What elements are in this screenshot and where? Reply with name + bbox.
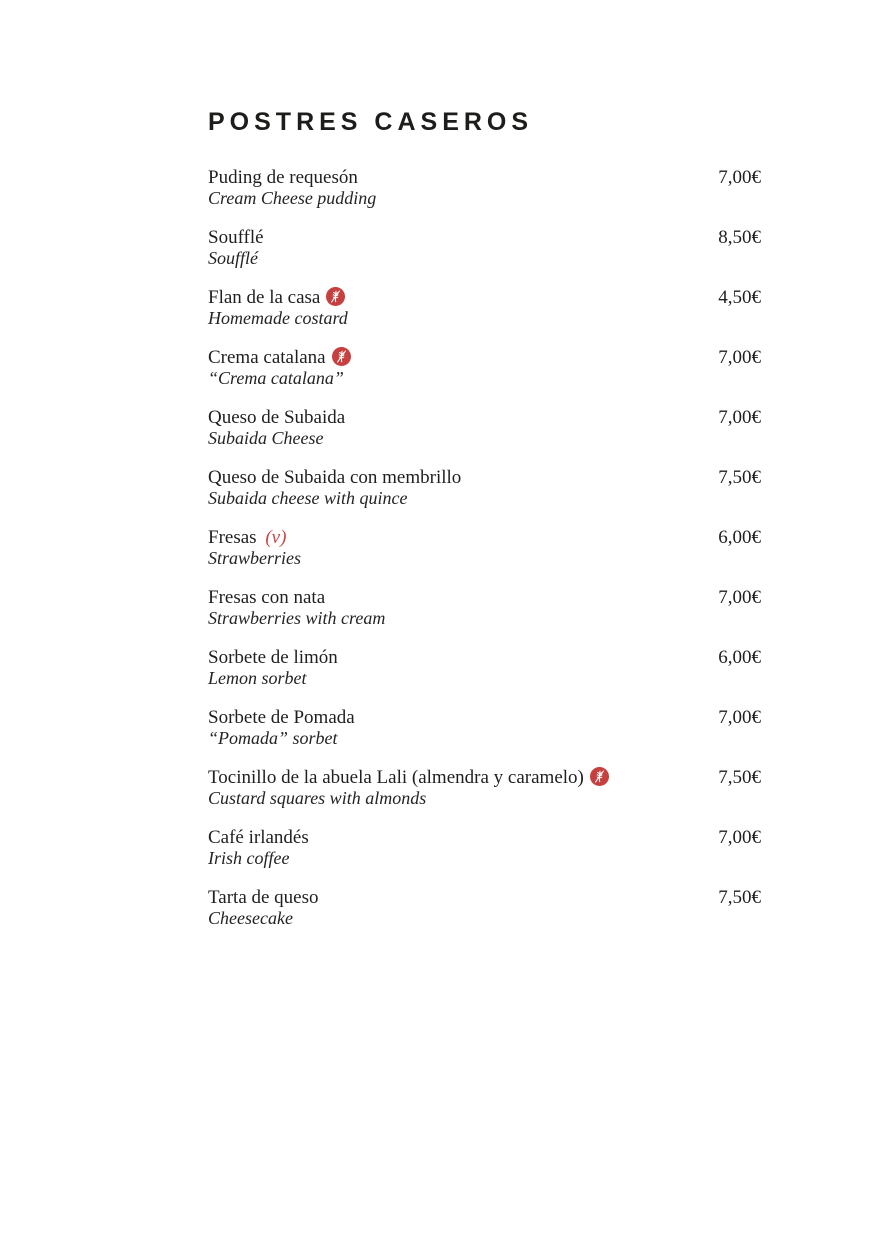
item-price: 7,00€ [718,407,761,428]
menu-item [208,167,761,209]
item-price: 7,00€ [718,587,761,608]
item-translation: “Pomada” sorbet [208,728,338,748]
item-name: Tocinillo de la abuela Lali (almendra y caramelo) [208,767,584,788]
item-name: Crema catalana [208,347,326,368]
menu-item-row [208,887,761,908]
item-price: 4,50€ [718,287,761,308]
vegetarian-marker: (v) [260,527,287,548]
item-name: Sorbete de Pomada [208,707,355,728]
item-price: 7,50€ [718,467,761,488]
item-translation: Subaida Cheese [208,428,324,448]
item-translation: “Crema catalana” [208,368,344,388]
menu-item [208,887,761,929]
menu-item [208,707,761,749]
item-price: 6,00€ [718,527,761,548]
menu-item-row [208,767,761,788]
item-name: Soufflé [208,227,264,248]
item-name-wrap [208,407,353,428]
menu-item [208,587,761,629]
item-translation: Custard squares with almonds [208,788,427,808]
item-name: Queso de Subaida [208,407,346,428]
menu-item [208,407,761,449]
menu-item-row [208,647,761,668]
item-name: Puding de requesón [208,167,358,188]
gluten-free-icon [332,347,351,366]
item-translation: Subaida cheese with quince [208,488,408,508]
item-translation: Cheesecake [208,908,293,928]
item-translation: Strawberries with cream [208,608,386,628]
item-name: Fresas [208,527,257,548]
item-price: 7,50€ [718,887,761,908]
menu-item-row [208,707,761,728]
item-name-wrap [208,227,272,248]
item-name-wrap [208,887,327,908]
item-name-wrap [208,647,346,668]
menu-item-row [208,407,761,428]
item-translation: Cream Cheese pudding [208,188,377,208]
item-translation: Soufflé [208,248,258,268]
item-name: Sorbete de limón [208,647,338,668]
menu-content [208,108,761,947]
item-price: 6,00€ [718,647,761,668]
menu-item [208,527,761,569]
menu-item-row [208,527,761,548]
item-price: 7,00€ [718,827,761,848]
menu-item-row [208,167,761,188]
menu-item [208,227,761,269]
page-title: POSTRES CASEROS [208,108,534,136]
menu-item-row [208,347,761,368]
item-name: Queso de Subaida con membrillo [208,467,462,488]
item-name-wrap [208,587,333,608]
menu-item-row [208,287,761,308]
item-translation: Strawberries [208,548,302,568]
item-price: 7,50€ [718,767,761,788]
gluten-free-icon [590,767,609,786]
menu-item [208,467,761,509]
item-name-wrap [208,287,353,308]
item-name-wrap [208,347,359,368]
item-price: 8,50€ [718,227,761,248]
item-name-wrap [208,707,363,728]
item-name-wrap [208,767,617,788]
menu-item-row [208,827,761,848]
menu-item [208,827,761,869]
menu-item [208,287,761,329]
item-name: Fresas con nata [208,587,326,608]
item-translation: Homemade costard [208,308,348,328]
item-name: Tarta de queso [208,887,319,908]
item-price: 7,00€ [718,707,761,728]
item-name: Flan de la casa [208,287,321,308]
menu-item-row [208,467,761,488]
item-price: 7,00€ [718,347,761,368]
item-translation: Irish coffee [208,848,290,868]
item-price: 7,00€ [718,167,761,188]
item-name-wrap [208,467,469,488]
item-name: Café irlandés [208,827,309,848]
item-name-wrap [208,167,366,188]
item-name-wrap [208,827,317,848]
menu-item-row [208,227,761,248]
item-name-wrap [208,527,294,548]
item-translation: Lemon sorbet [208,668,307,688]
menu-item [208,647,761,689]
menu-item [208,347,761,389]
gluten-free-icon [326,287,345,306]
menu-item-row [208,587,761,608]
menu-list [208,167,761,929]
menu-item [208,767,761,809]
